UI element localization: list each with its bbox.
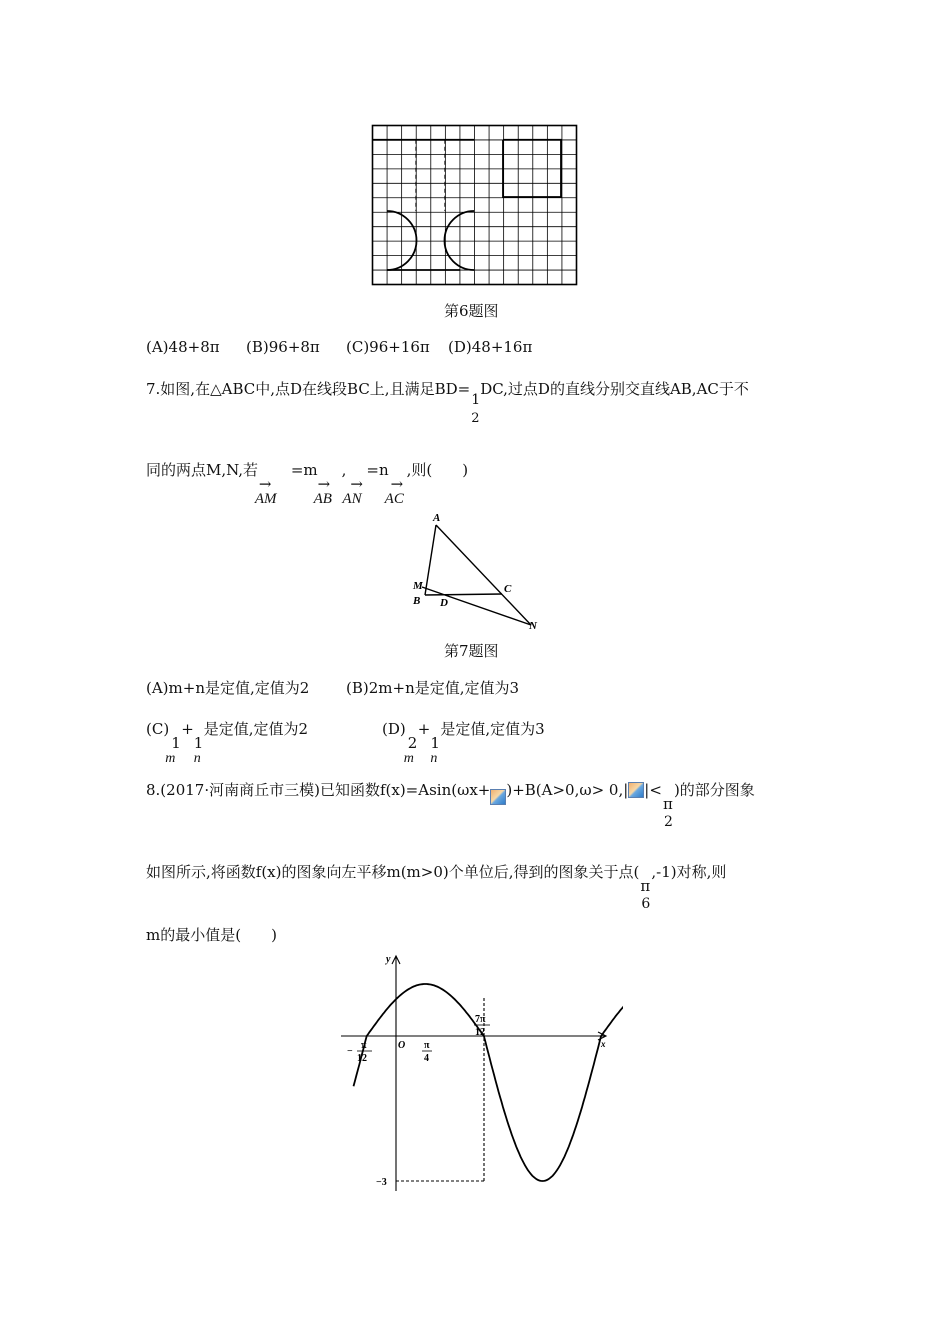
option-prefix: (C) bbox=[146, 720, 170, 738]
min-value-label: −3 bbox=[376, 1177, 387, 1188]
neg-pi12-num: π bbox=[361, 1040, 367, 1051]
label-n: N bbox=[529, 620, 537, 632]
neg-sign: − bbox=[347, 1046, 353, 1057]
sine-curve bbox=[354, 984, 624, 1181]
plus-sign: + bbox=[181, 720, 194, 738]
frac-den: n bbox=[430, 751, 438, 766]
frac-den: 6 bbox=[641, 896, 651, 912]
option-text: 是定值,定值为2 bbox=[203, 720, 309, 738]
frac-num: π bbox=[640, 877, 651, 895]
q8-line3: m的最小值是( ) bbox=[146, 926, 277, 944]
frac-den: m bbox=[403, 751, 414, 766]
abs-bar-right: | bbox=[644, 781, 650, 799]
frac-den: n bbox=[193, 751, 201, 766]
pi4-num: π bbox=[424, 1040, 430, 1051]
abs-bar-left: | bbox=[623, 781, 629, 799]
frac-den: m bbox=[165, 751, 176, 766]
vector-label: AB bbox=[313, 491, 332, 507]
q7-line2 bbox=[146, 459, 469, 507]
figure-6-grid bbox=[370, 123, 580, 287]
label-a: A bbox=[433, 512, 441, 524]
pi4-den: 4 bbox=[424, 1053, 429, 1064]
y-axis-label: y bbox=[386, 954, 391, 965]
figure-7-triangle bbox=[405, 508, 545, 633]
frac-num: π bbox=[662, 795, 673, 813]
broken-image-icon bbox=[490, 789, 506, 805]
seven-pi12-den: 12 bbox=[475, 1027, 485, 1038]
vector-label: AN bbox=[342, 491, 362, 507]
q7-frac-num: 1 bbox=[471, 392, 481, 408]
figure-8-sine-graph bbox=[338, 950, 623, 1195]
q7-line1 bbox=[146, 378, 749, 426]
seven-pi12-num: 7π bbox=[475, 1014, 486, 1025]
option-prefix: (D) bbox=[382, 720, 406, 738]
neg-pi12-den: 12 bbox=[357, 1053, 367, 1064]
frac-num: 2 bbox=[407, 734, 418, 752]
frac-num: 1 bbox=[193, 734, 204, 752]
q7-comma: , bbox=[341, 461, 347, 479]
vector-arrow: → bbox=[350, 475, 363, 493]
q8-line2 bbox=[146, 861, 727, 912]
vector-label: AC bbox=[384, 491, 404, 507]
q6-option-b: (B)96+8π bbox=[246, 338, 320, 356]
figure-7-caption: 第7题图 bbox=[444, 642, 499, 660]
less-than: < bbox=[649, 781, 662, 799]
q8-line1-pre: 8.(2017·河南商丘市三模)已知函数f(x)=Asin(ωx+ bbox=[146, 781, 491, 799]
vector-label: AM bbox=[254, 491, 277, 507]
frac-num: 1 bbox=[171, 734, 181, 752]
plus-sign: + bbox=[417, 720, 431, 738]
label-c: C bbox=[504, 583, 512, 595]
label-b: B bbox=[413, 595, 421, 607]
q7-line2-post: ,则( ) bbox=[406, 461, 469, 479]
broken-image-icon bbox=[628, 782, 644, 798]
q7-line2-pre: 同的两点M,N,若 bbox=[146, 461, 259, 479]
label-m: M bbox=[413, 580, 423, 592]
option-text: 是定值,定值为3 bbox=[440, 720, 545, 738]
q7-option-a: (A)m+n是定值,定值为2 bbox=[146, 679, 310, 697]
frac-den: 2 bbox=[663, 814, 673, 830]
frac-num: 1 bbox=[430, 734, 440, 752]
q8-line2-post: ,-1)对称,则 bbox=[651, 863, 727, 881]
q7-eq-n: =n bbox=[366, 461, 389, 479]
origin-label: O bbox=[398, 1040, 406, 1051]
q7-line1-post: DC,过点D的直线分别交直线AB,AC于不 bbox=[480, 380, 749, 398]
vector-arrow: → bbox=[390, 475, 404, 493]
q6-option-a: (A)48+8π bbox=[146, 338, 220, 356]
vector-arrow: → bbox=[317, 475, 331, 493]
q8-line2-pre: 如图所示,将函数f(x)的图象向左平移m(m>0)个单位后,得到的图象关于点( bbox=[146, 863, 640, 881]
q8-line1-post: )的部分图象 bbox=[673, 781, 755, 799]
q7-frac-den: 2 bbox=[471, 411, 480, 426]
q8-line1-mid: )+B(A>0,ω> 0, bbox=[506, 781, 624, 799]
vector-arrow: → bbox=[258, 475, 272, 493]
q7-option-d bbox=[382, 718, 545, 766]
q7-option-b: (B)2m+n是定值,定值为3 bbox=[346, 679, 520, 697]
label-d: D bbox=[440, 597, 448, 609]
q6-option-d: (D)48+16π bbox=[448, 338, 533, 356]
q8-line1 bbox=[146, 779, 755, 830]
q7-line1-pre: 7.如图,在△ABC中,点D在线段BC上,且满足BD= bbox=[146, 380, 471, 398]
x-axis-label: x bbox=[601, 1039, 606, 1049]
q7-eq-m: =m bbox=[290, 461, 318, 479]
q6-option-c: (C)96+16π bbox=[346, 338, 430, 356]
q7-option-c bbox=[146, 718, 309, 766]
figure-6-caption: 第6题图 bbox=[444, 302, 499, 320]
